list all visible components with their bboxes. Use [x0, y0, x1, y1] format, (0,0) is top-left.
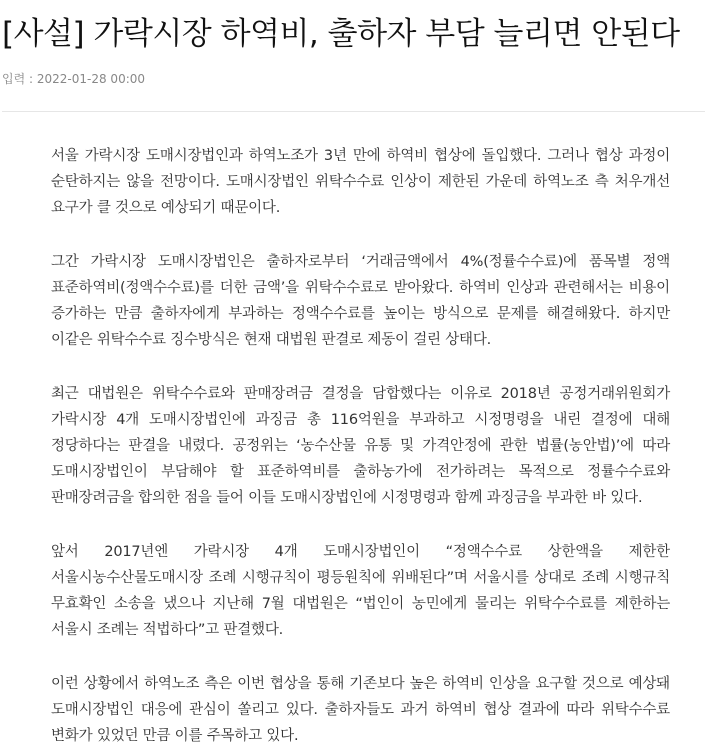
article-meta [2, 70, 145, 87]
article-paragraph-3: 최근 대법원은 위탁수수료와 판매장려금 결정을 담합했다는 이유로 2018년 공정거래위원회가 가락시장 4개 도매시장법인에 과징금 총 116억원을 부과하고 시정명령을 내린 결정에 대해 정당하다는 판결을 내렸다. 공정위는 ‘농수산물 유통 및 가격안정에 관한 법률(농안법)’에 따라 도매시장법인이 부담해야 할 표준하역비를 출하농가에 전가하려는 목적으로 정률수수료와 판매장려금을 합의한 점을 들어 이들 도매시장법인에 시정명령과 함께 과징금을 부과한 바 있다. [51, 386, 670, 506]
article-paragraph-5: 이런 상황에서 하역노조 측은 이번 협상을 통해 기존보다 높은 하역비 인상을 요구할 것으로 예상돼 도매시장법인 대응에 관심이 쏠리고 있다. 출하자들도 과거 하역비 협상 결과에 따라 위탁수수료 변화가 있었던 만큼 이를 주목하고 있다. [51, 676, 670, 744]
published-date: 2022-01-28 00:00 [36, 72, 146, 86]
article-body [51, 143, 670, 749]
article-paragraph-2: 그간 가락시장 도매시장법인은 출하자로부터 ‘거래금액에서 4%(정률수수료)에 품목별 정액 표준하역비(정액수수료)를 더한 금액’을 위탁수수료로 받아왔다. 하역비 인상과 관련해서는 비용이 증가하는 만큼 출하자에게 부과하는 정액수수료를 높이는 방식으로 문제를 해결해왔다. 하지만 이같은 위탁수수료 징수방식은 현재 대법원 판결로 제동이 걸린 상태다. [51, 254, 670, 348]
article-paragraph-1: 서울 가락시장 도매시장법인과 하역노조가 3년 만에 하역비 협상에 돌입했다. 그러나 협상 과정이 순탄하지는 않을 전망이다. 도매시장법인 위탁수수료 인상이 제한된 가운데 하역노조 측 처우개선 요구가 클 것으로 예상되기 때문이다. [51, 148, 670, 216]
article-paragraph-4: 앞서 2017년엔 가락시장 4개 도매시장법인이 “정액수수료 상한액을 제한한 서울시농수산물도매시장 조례 시행규칙이 평등원칙에 위배된다”며 서울시를 상대로 조례 시행규칙 무효확인 소송을 냈으나 지난해 7월 대법원은 “법인이 농민에게 물리는 위탁수수료를 제한하는 서울시 조례는 적법하다”고 판결했다. [51, 544, 670, 638]
published-label: 입력 : [2, 72, 34, 86]
header-divider [2, 111, 705, 112]
article-title: [사설] 가락시장 하역비, 출하자 부담 늘리면 안된다 [2, 16, 680, 52]
